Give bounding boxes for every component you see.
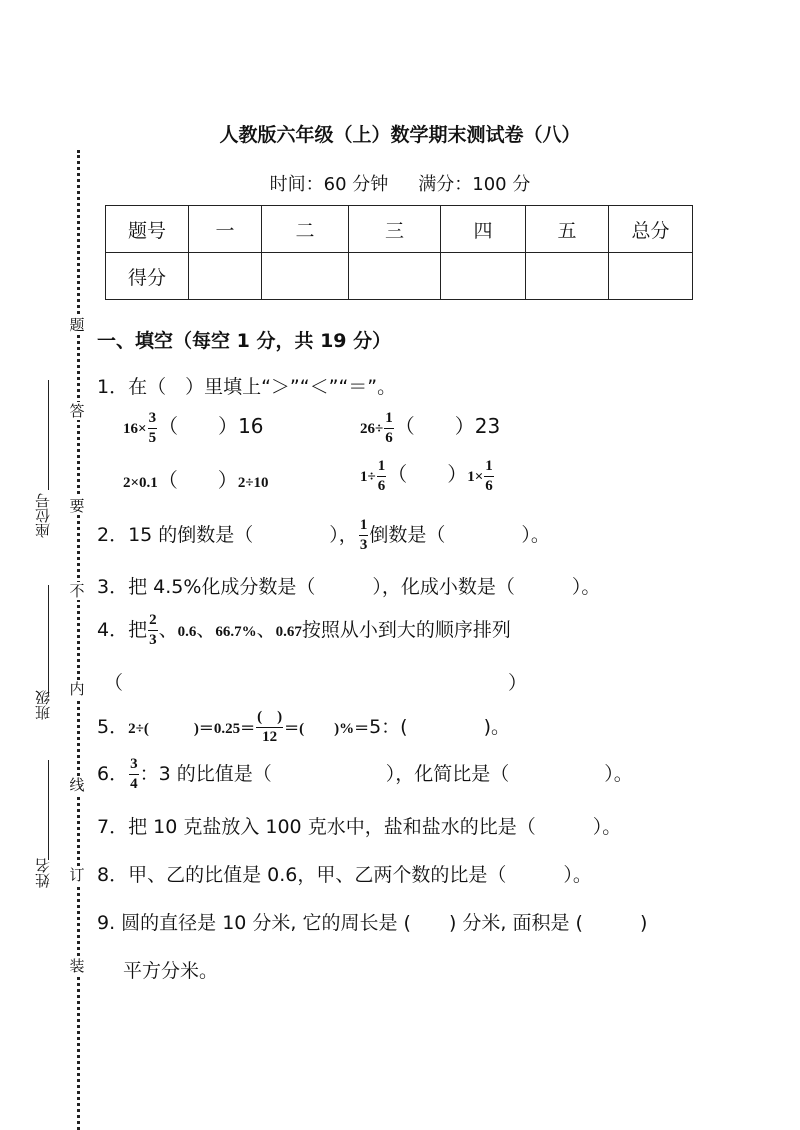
score-cell[interactable]: [609, 253, 693, 300]
score-cell[interactable]: [349, 253, 441, 300]
table-cell: 一: [189, 206, 262, 253]
table-cell: 二: [262, 206, 349, 253]
seat-underline: [48, 380, 49, 490]
question-4-answer-close: ）: [508, 672, 528, 694]
binding-char: 要: [69, 497, 85, 515]
question-2: 2．15 的倒数是（ ）， $\frac{1}{3}$ 倒数是（ ）。: [97, 517, 550, 553]
score-cell[interactable]: [526, 253, 609, 300]
table-cell: 三: [349, 206, 441, 253]
binding-dotted-line: [77, 150, 80, 1130]
question-1c: 2×0.1（ ）2÷10: [123, 468, 269, 492]
score-table-header-row: [106, 206, 693, 253]
full-score: 满分：100 分: [418, 174, 531, 195]
name-label: 姓名: [34, 858, 52, 888]
question-5: 5．2÷( )＝0.25＝ $\frac{( )}{12}$ ＝( )%＝5：( )。: [97, 709, 510, 745]
table-cell: 题号: [106, 206, 189, 253]
question-3: 3．把 4.5%化成分数是（ ），化成小数是（ ）。: [97, 576, 601, 598]
binding-char: 装: [69, 957, 85, 975]
table-cell: 五: [526, 206, 609, 253]
question-4: 4．把 $\frac{2}{3}$ 、0.6、66.7%、0.67按照从小到大的顺序排列: [97, 612, 511, 648]
question-9-continued: 平方分米。: [123, 960, 219, 982]
time-limit: 时间：60 分钟: [269, 174, 389, 195]
question-4-answer-open: （: [104, 672, 124, 694]
page-title: 人教版六年级（上）数学期末测试卷（八）: [219, 124, 581, 146]
question-9: 9. 圆的直径是 10 分米, 它的周长是 ( ) 分米, 面积是 ( ): [97, 912, 648, 934]
score-cell[interactable]: [189, 253, 262, 300]
binding-char: 答: [69, 402, 85, 420]
binding-char: 线: [69, 776, 85, 794]
class-label: 班级: [34, 690, 52, 720]
score-table-score-row: [106, 253, 693, 300]
question-1b: 26÷ $\frac{1}{6}$ （ ）23: [360, 410, 501, 446]
question-1d: 1÷ $\frac{1}{6}$ （ ）1× $\frac{1}{6}$: [360, 458, 493, 494]
binding-char: 题: [69, 316, 85, 334]
question-7: 7．把 10 克盐放入 100 克水中，盐和盐水的比是（ ）。: [97, 816, 622, 838]
table-cell: 总分: [609, 206, 693, 253]
score-cell[interactable]: [441, 253, 526, 300]
binding-char: 不: [69, 582, 85, 600]
section-title: 一、填空（每空 1 分，共 19 分）: [97, 330, 392, 352]
score-cell[interactable]: [262, 253, 349, 300]
binding-char: 内: [69, 680, 85, 698]
question-6: 6． $\frac{3}{4}$ ：3 的比值是（ ），化简比是（ ）。: [97, 756, 633, 792]
question-1a: 16× $\frac{3}{5}$ （ ）16: [123, 410, 264, 446]
score-table: [105, 205, 693, 300]
table-cell: 得分: [106, 253, 189, 300]
question-8: 8．甲、乙的比值是 0.6，甲、乙两个数的比是（ ）。: [97, 864, 592, 886]
seat-label: 座位号: [34, 493, 52, 538]
name-underline: [48, 760, 49, 860]
table-cell: 四: [441, 206, 526, 253]
exam-info: [0, 170, 800, 196]
question-1-stem: 1．在（ ）里填上“＞”“＜”“＝”。: [97, 376, 397, 398]
binding-char: 订: [69, 866, 85, 884]
class-underline: [48, 585, 49, 695]
